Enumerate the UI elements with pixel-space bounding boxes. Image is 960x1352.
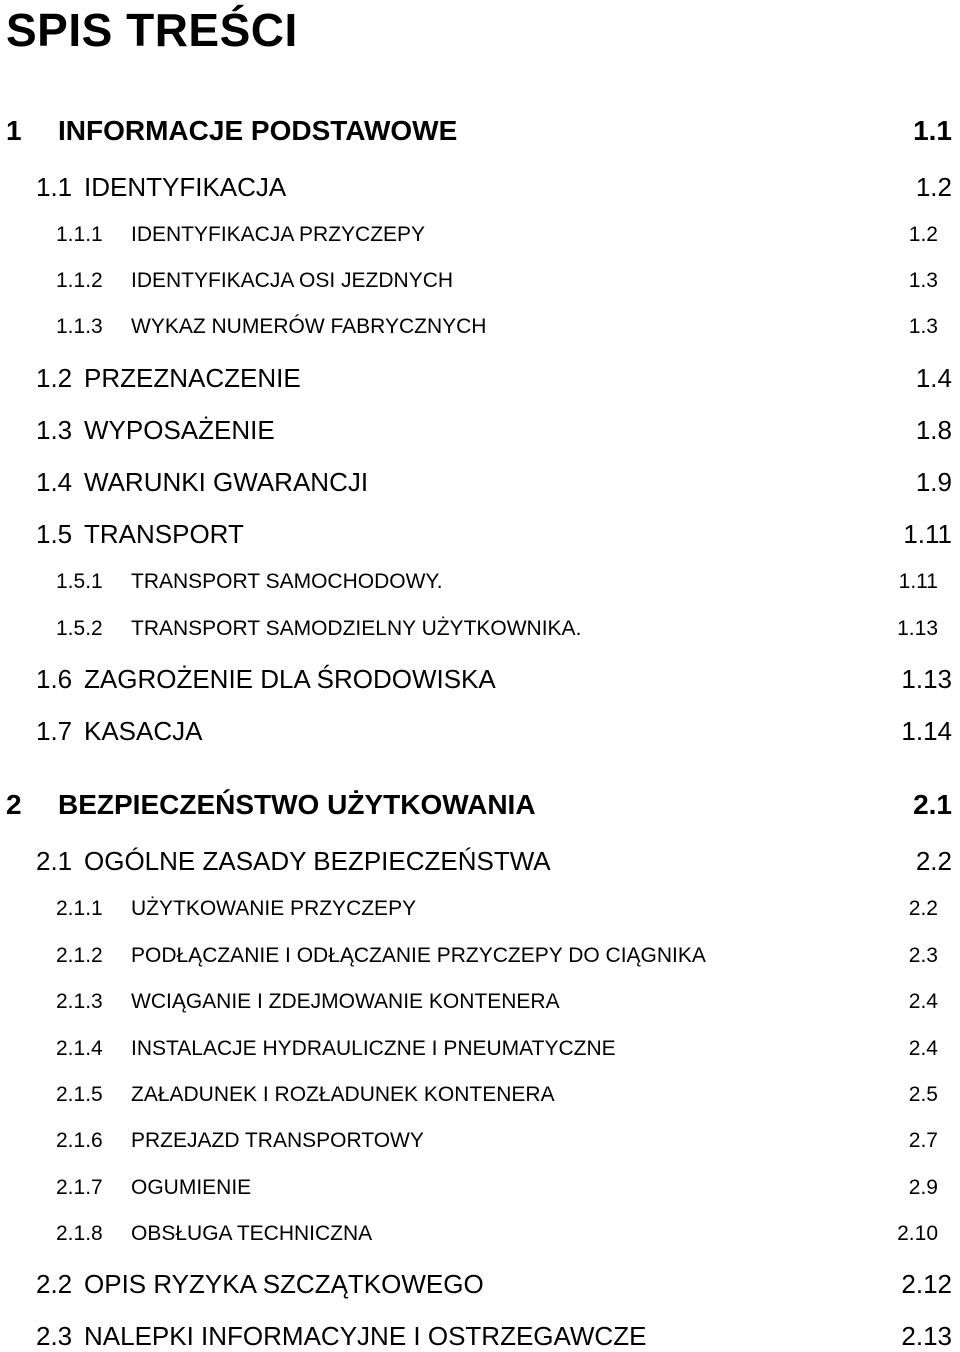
toc-entry-page: 1.2 [915, 172, 952, 202]
toc-entry-title: WYKAZ NUMERÓW FABRYCZNYCH [131, 315, 487, 338]
toc-entry-title: OBSŁUGA TECHNICZNA [131, 1222, 373, 1245]
toc-entry-number: 2.1.4 [56, 1037, 103, 1060]
toc-entry-page: 1.8 [915, 415, 952, 445]
toc-entry-title: PRZEZNACZENIE [84, 363, 301, 393]
toc-entry-title: KASACJA [84, 716, 203, 746]
toc-entry-title: TRANSPORT [84, 519, 244, 549]
toc-entry-page: 1.13 [901, 664, 952, 694]
toc-entry-number: 1.5.2 [56, 617, 103, 640]
toc-entry-number: 1.5 [36, 519, 73, 549]
toc-entry-number: 1.3 [36, 415, 73, 445]
toc-entry-number: 2.1.1 [56, 897, 103, 920]
toc-entry-title: TRANSPORT SAMODZIELNY UŻYTKOWNIKA. [131, 617, 582, 640]
toc-entry-title: ZAŁADUNEK I ROZŁADUNEK KONTENERA [131, 1083, 555, 1106]
toc-entry-title: IDENTYFIKACJA PRZYCZEPY [131, 223, 426, 246]
toc-entry-number: 1.4 [36, 467, 73, 497]
toc-entry-page: 2.12 [901, 1269, 952, 1299]
toc-entry-page: 2.5 [908, 1083, 938, 1106]
toc-entry-page: 2.2 [908, 897, 938, 920]
toc-entry-page: 1.1 [913, 115, 952, 146]
toc-entry-page: 2.9 [908, 1176, 938, 1199]
toc-entry-number: 2.2 [36, 1269, 73, 1299]
toc-entry-number: 1.5.1 [56, 570, 103, 593]
toc-entry-title: BEZPIECZEŃSTWO UŻYTKOWANIA [58, 789, 536, 820]
toc-entry-page: 1.3 [908, 315, 938, 338]
toc-entry-number: 1 [6, 115, 22, 146]
toc-entry-number: 1.2 [36, 363, 73, 393]
toc-entry-page: 2.13 [901, 1321, 952, 1351]
toc-entry-number: 2.1.8 [56, 1222, 103, 1245]
toc-entry-number: 2.1.6 [56, 1129, 103, 1152]
toc-entry-page: 1.14 [901, 716, 952, 746]
toc-entry-title: INSTALACJE HYDRAULICZNE I PNEUMATYCZNE [131, 1037, 616, 1060]
toc-entry-title: WYPOSAŻENIE [84, 415, 275, 445]
toc-entry-number: 1.6 [36, 664, 73, 694]
toc-entry-page: 2.10 [897, 1222, 938, 1245]
toc-entry-number: 2 [6, 789, 22, 820]
toc-entry-page: 2.4 [908, 1037, 938, 1060]
toc-entry-title: IDENTYFIKACJA [84, 172, 287, 202]
toc-entry-page: 2.3 [908, 944, 938, 967]
toc-entry-title: ZAGROŻENIE DLA ŚRODOWISKA [84, 664, 496, 694]
toc-entry-number: 2.1.2 [56, 944, 103, 967]
toc-entry-page: 1.13 [897, 617, 938, 640]
toc-entry-page: 1.11 [898, 570, 938, 593]
toc-entry-number: 2.3 [36, 1321, 73, 1351]
toc-entry-title: WCIĄGANIE I ZDEJMOWANIE KONTENERA [131, 990, 560, 1013]
toc-entry-title: UŻYTKOWANIE PRZYCZEPY [131, 897, 417, 920]
toc-entry-number: 1.7 [36, 716, 73, 746]
toc-entry-number: 2.1 [36, 846, 73, 876]
toc-entry-page: 2.4 [908, 990, 938, 1013]
toc-entry-title: INFORMACJE PODSTAWOWE [58, 115, 458, 146]
toc-entry-number: 1.1.1 [56, 223, 103, 246]
toc-entry-title: PODŁĄCZANIE I ODŁĄCZANIE PRZYCZEPY DO CIĄGNIKA [131, 944, 706, 967]
toc-entry-page: 2.1 [913, 789, 952, 820]
toc-entry-number: 1.1.3 [56, 315, 103, 338]
toc-entry-number: 1.1 [36, 172, 73, 202]
toc-entry-page: 1.11 [903, 519, 952, 549]
toc-entry-page: 2.7 [908, 1129, 938, 1152]
toc-entry-title: OGUMIENIE [131, 1176, 252, 1199]
toc-entry-number: 2.1.5 [56, 1083, 103, 1106]
toc-entry-page: 2.2 [915, 846, 952, 876]
toc-entry-number: 2.1.7 [56, 1176, 103, 1199]
toc-entry-title: WARUNKI GWARANCJI [84, 467, 369, 497]
toc-entry-title: PRZEJAZD TRANSPORTOWY [131, 1129, 424, 1152]
toc-entry-page: 1.4 [915, 363, 952, 393]
toc-entry-page: 1.3 [908, 269, 938, 292]
toc-entry-number: 1.1.2 [56, 269, 103, 292]
toc-entry-title: NALEPKI INFORMACYJNE I OSTRZEGAWCZE [84, 1321, 647, 1351]
page-title: SPIS TREŚCI [6, 4, 298, 56]
toc-entry-title: TRANSPORT SAMOCHODOWY. [131, 570, 443, 593]
toc-entry-page: 1.2 [908, 223, 938, 246]
toc-entry-title: OPIS RYZYKA SZCZĄTKOWEGO [84, 1269, 484, 1299]
toc-entry-title: IDENTYFIKACJA OSI JEZDNYCH [131, 269, 454, 292]
toc-entry-number: 2.1.3 [56, 990, 103, 1013]
toc-entry-page: 1.9 [915, 467, 952, 497]
toc-entry-title: OGÓLNE ZASADY BEZPIECZEŃSTWA [84, 846, 551, 876]
